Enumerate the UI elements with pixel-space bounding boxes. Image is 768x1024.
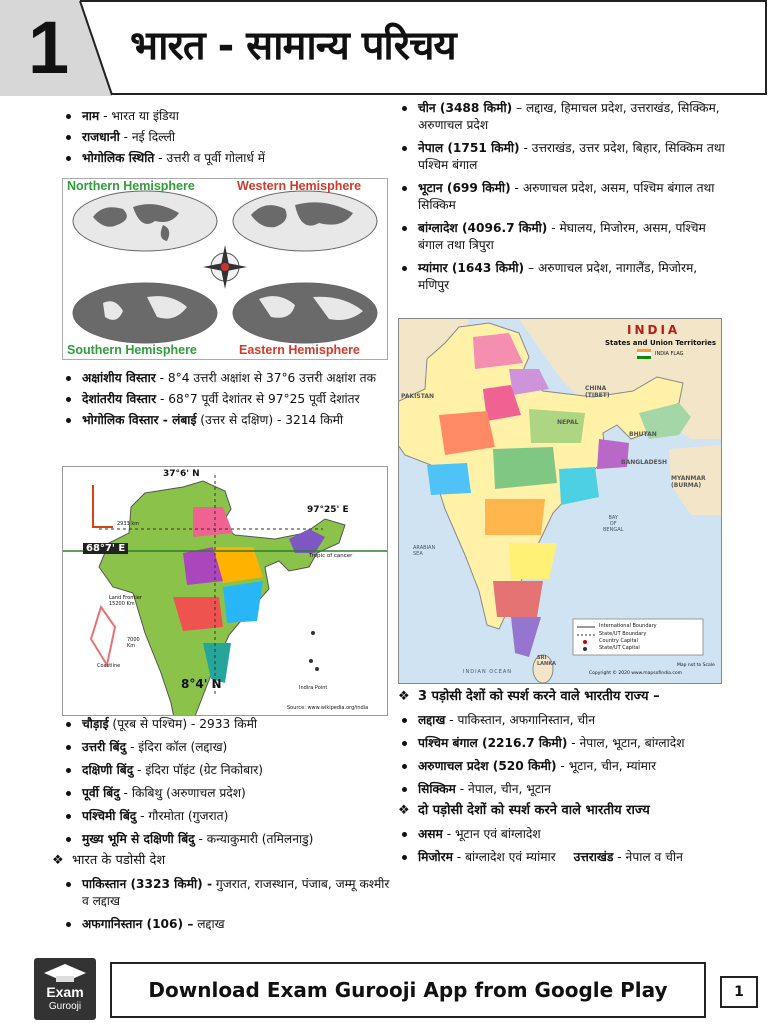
list-item: पूर्वी बिंदु - किबिथु (अरुणाचल प्रदेश): [62, 785, 392, 802]
source-label: Source: www.wikipedia.org/india: [287, 705, 369, 711]
east-longitude-label: 97°25' E: [307, 505, 349, 515]
hemisphere-label-west: Western Hemisphere: [237, 179, 362, 193]
label-arabian-sea: ARABIAN SEA: [413, 545, 436, 557]
page-title: भारत - सामान्य परिचय: [130, 23, 456, 69]
label-sri-lanka: SRI LANKA: [537, 655, 556, 667]
chapter-number: 1: [28, 6, 70, 89]
label-bangladesh: BANGLADESH: [621, 459, 668, 466]
list-item: नेपाल (1751 किमी) - उत्तराखंड, उत्तर प्रदेश, बिहार, सिक्किम तथा पश्चिम बंगाल: [398, 140, 730, 174]
download-app-text: Download Exam Gurooji App from Google Play: [148, 978, 668, 1002]
list-item: मिजोरम - बांग्लादेश एवं म्यांमार उत्तराखंड - नेपाल व चीन: [398, 849, 730, 866]
list-item: अरुणाचल प्रदेश (520 किमी) - भूटान, चीन, म्यांमार: [398, 758, 730, 775]
india-political-map: [398, 318, 722, 684]
coastline-km-label: 7000 Km: [127, 637, 140, 649]
diamond-bullet-icon: ❖: [398, 689, 410, 704]
list-item: राजधानी - नई दिल्ली: [62, 129, 392, 146]
indira-point-label: Indira Point: [299, 685, 328, 691]
list-item: पश्चिमी बिंदु - गौरमोता (गुजरात): [62, 808, 392, 825]
legend-state: State/UT Boundary: [599, 631, 647, 637]
exam-gurooji-logo: [34, 958, 96, 1020]
two-neighbours-heading: ❖ दो पड़ोसी देशों को स्पर्श करने वाले भारतीय राज्य: [398, 803, 650, 818]
right-column-neighbours: [398, 100, 730, 294]
width-label: 2933 km: [117, 521, 140, 527]
list-item: भोगोलिक स्थिति - उत्तरी व पूर्वी गोलार्ध में: [62, 150, 392, 167]
list-item: मुख्य भूमि से दक्षिणी बिंदु - कन्याकुमारी (तमिलनाडु): [62, 831, 392, 848]
tropic-label: Tropic of cancer: [309, 553, 353, 559]
hemisphere-label-south: Southern Hemisphere: [67, 343, 197, 357]
left-column-extent: [62, 370, 392, 429]
left-column-intro: [62, 108, 392, 167]
label-pakistan: PAKISTAN: [401, 393, 434, 400]
download-app-banner[interactable]: [110, 962, 706, 1018]
chapter-header: [0, 0, 768, 96]
india-extent-map: [62, 466, 388, 716]
label-nepal: NEPAL: [557, 419, 579, 426]
logo-text-top: Exam: [46, 984, 84, 1000]
page-number: 1: [720, 976, 758, 1008]
label-bay-of-bengal: BAY OF BENGAL: [603, 515, 624, 533]
label-bhutan: BHUTAN: [629, 431, 657, 438]
diamond-bullet-icon: ❖: [398, 803, 410, 818]
political-map-drawing: [399, 319, 721, 683]
list-item: असम - भूटान एवं बांग्लादेश: [398, 826, 730, 843]
hemisphere-globes: [63, 179, 387, 359]
list-item: म्यांमार (1643 किमी) – अरुणाचल प्रदेश, नागालैंड, मिजोरम, मणिपुर: [398, 260, 730, 294]
list-item: भूटान (699 किमी) - अरुणाचल प्रदेश, असम, पश्चिम बंगाल तथा सिक्किम: [398, 180, 730, 214]
map-title: INDIA: [627, 323, 681, 337]
legend-country-capital: Country Capital: [599, 638, 638, 644]
diamond-bullet-icon: ❖: [52, 853, 64, 868]
map-subtitle: States and Union Territories: [605, 339, 717, 347]
west-longitude-label: 68°7' E: [83, 543, 128, 554]
uttarakhand-label: उत्तराखंड: [573, 850, 614, 864]
uttarakhand-text: - नेपाल व चीन: [613, 850, 683, 864]
three-neighbours-heading: ❖ 3 पड़ोसी देशों को स्पर्श करने वाले भारतीय राज्य –: [398, 689, 660, 704]
list-item: अफगानिस्तान (106) – लद्दाख: [62, 916, 392, 933]
list-item: पश्चिम बंगाल (2216.7 किमी) - नेपाल, भूटान, बांग्लादेश: [398, 735, 730, 752]
map-scale-note: Map not to Scale: [677, 663, 715, 668]
list-item: लद्दाख - पाकिस्तान, अफगानिस्तान, चीन: [398, 712, 730, 729]
list-item: सिक्किम - नेपाल, चीन, भूटान: [398, 781, 730, 798]
hemisphere-label-east: Eastern Hemisphere: [239, 343, 360, 357]
list-item: नाम - भारत या इंडिया: [62, 108, 392, 125]
flag-label: INDIA FLAG: [655, 351, 684, 357]
list-item: देशांतरीय विस्तार - 68°7 पूर्वी देशांतर से 97°25 पूर्वी देशांतर: [62, 391, 392, 408]
label-china: CHINA (TIBET): [585, 385, 610, 399]
label-myanmar: MYANMAR (BURMA): [671, 475, 706, 489]
list-item: चीन (3488 किमी) – लद्दाख, हिमाचल प्रदेश, उत्तराखंड, सिक्किम, अरुणाचल प्रदेश: [398, 100, 730, 134]
hemisphere-label-north: Northern Hemisphere: [67, 179, 195, 193]
list-item: बांग्लादेश (4096.7 किमी) - मेघालय, मिजोरम, असम, पश्चिम बंगाल तथा त्रिपुरा: [398, 220, 730, 254]
logo-text-bottom: Gurooji: [48, 1001, 82, 1012]
right-column-states: [398, 688, 730, 866]
list-item: भोगोलिक विस्तार - लंबाई (उत्तर से दक्षिण) - 3214 किमी: [62, 412, 392, 429]
list-item: अक्षांशीय विस्तार - 8°4 उत्तरी अक्षांश से 37°6 उत्तरी अक्षांश तक: [62, 370, 392, 387]
list-item: चौड़ाई (पूरब से पश्चिम) - 2933 किमी: [62, 716, 392, 733]
label-indian-ocean: INDIAN OCEAN: [463, 669, 513, 675]
north-latitude-label: 37°6' N: [163, 469, 200, 479]
list-item: दक्षिणी बिंदु - इंदिरा पॉइंट (ग्रेट निकोबार): [62, 762, 392, 779]
map-copyright: Copyright © 2020 www.mapsofindia.com: [589, 671, 682, 676]
coastline-label: Coastline: [97, 663, 121, 669]
south-latitude-label: 8°4' N: [181, 677, 222, 691]
list-item: उत्तरी बिंदु - इंदिरा कॉल (लद्दाख): [62, 739, 392, 756]
legend-state-capital: State/UT Capital: [599, 645, 640, 651]
neighbours-heading: ❖ भारत के पडोसी देश: [52, 853, 166, 868]
left-column-points: [52, 716, 392, 933]
land-frontier-label: Land Frontier 15200 Km: [109, 595, 142, 607]
list-item: पाकिस्तान (3323 किमी) - गुजरात, राजस्थान, पंजाब, जम्मू कश्मीर व लद्दाख: [62, 876, 392, 910]
hemispheres-figure: [62, 178, 388, 360]
legend-international: International Boundary: [599, 623, 657, 629]
